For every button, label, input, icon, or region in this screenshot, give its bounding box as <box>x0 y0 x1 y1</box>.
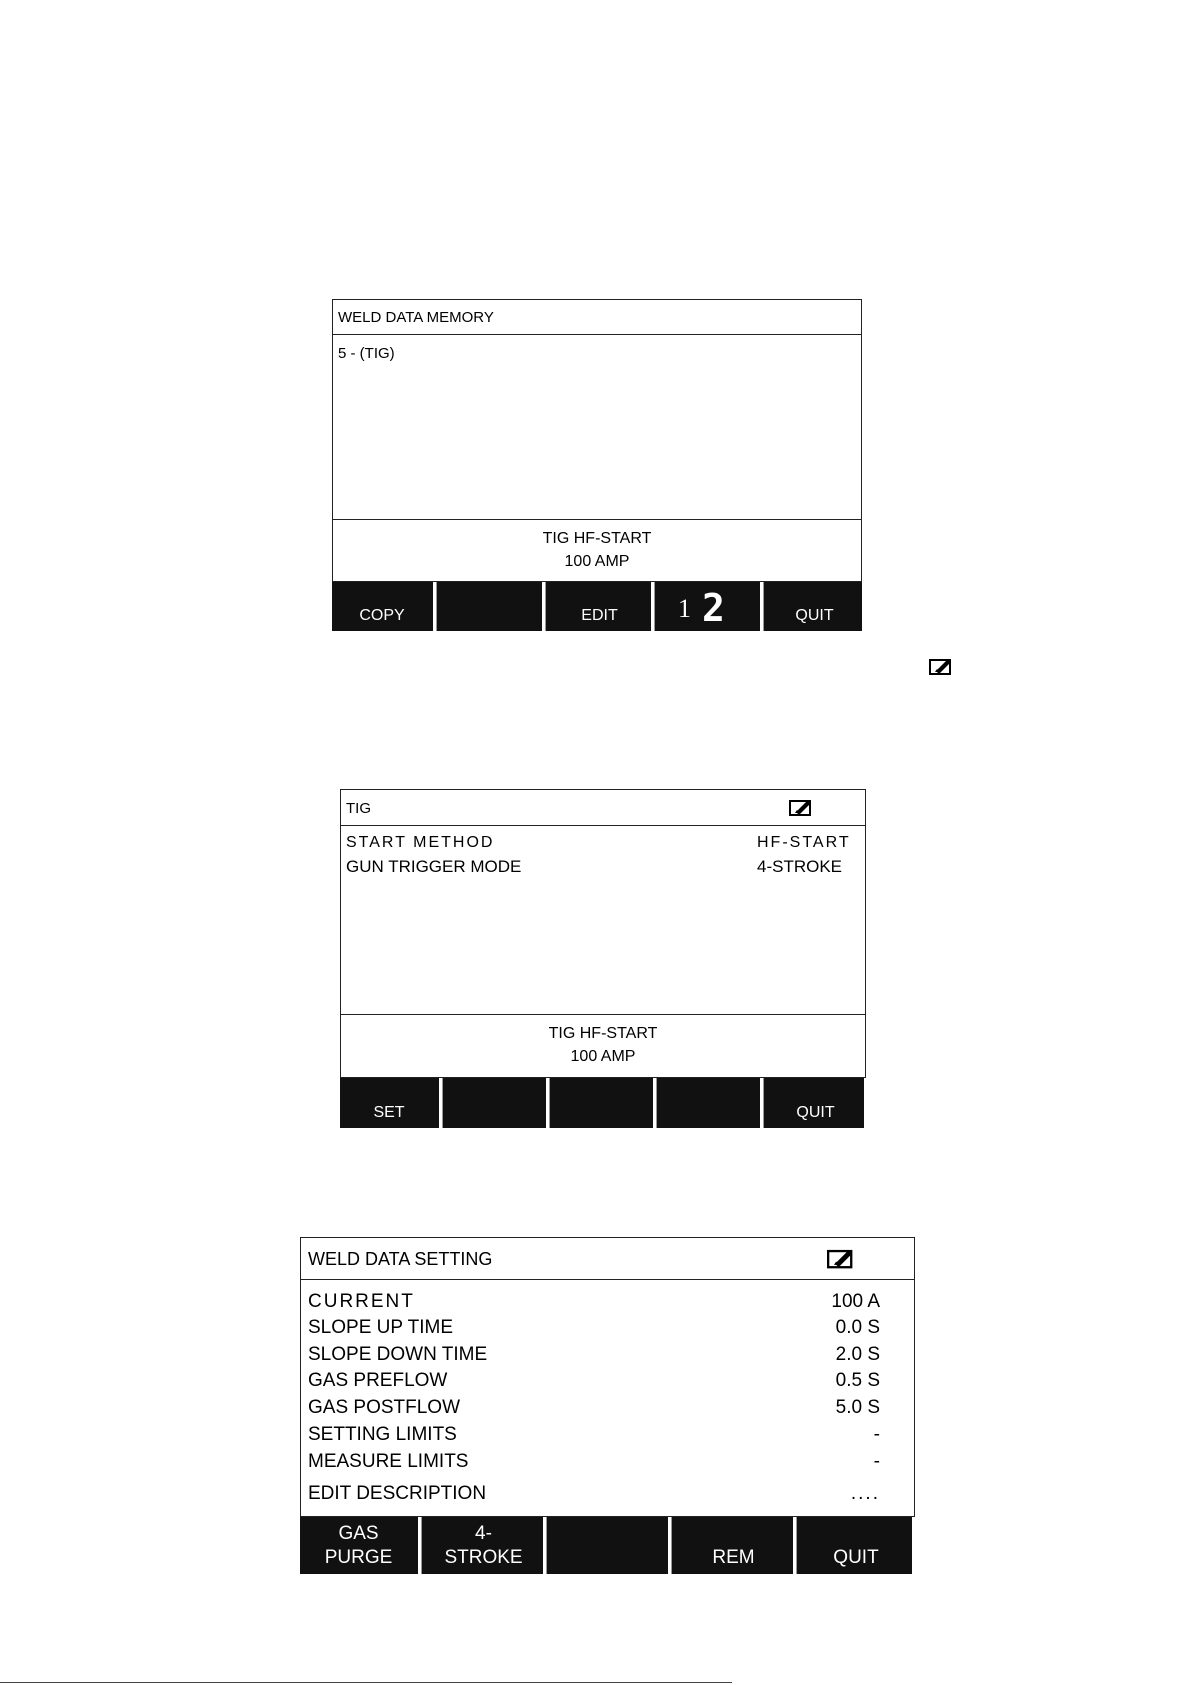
setting-value: - <box>873 1424 880 1445</box>
setting-label: CURRENT <box>308 1291 415 1312</box>
setting-label: MEASURE LIMITS <box>308 1451 469 1472</box>
softkey-bar <box>332 582 862 631</box>
setting-row-gas-preflow[interactable] <box>308 1370 914 1392</box>
screen-title: WELD DATA MEMORY <box>338 309 494 326</box>
page-number-1: 1 <box>678 594 691 623</box>
setting-value: 2.0 S <box>835 1344 880 1365</box>
setting-label: EDIT DESCRIPTION <box>308 1483 487 1504</box>
edit-icon <box>827 1246 857 1270</box>
edit-icon <box>929 656 955 676</box>
4-stroke-button[interactable]: 4- STROKE <box>425 1517 542 1574</box>
status-line-current: 100 AMP <box>570 1048 636 1065</box>
memory-entry[interactable]: 5 - (TIG) <box>338 345 395 362</box>
quit-button[interactable]: QUIT <box>767 582 862 631</box>
softkey-3[interactable] <box>550 1517 667 1574</box>
page-bottom-rule <box>0 1682 732 1683</box>
setting-row-measure-limits[interactable] <box>308 1451 914 1473</box>
copy-button[interactable]: COPY <box>332 582 432 631</box>
setting-value: 0.5 S <box>835 1370 880 1391</box>
rem-button[interactable]: REM <box>675 1517 792 1574</box>
setting-label: SETTING LIMITS <box>308 1424 457 1445</box>
setting-label: SLOPE UP TIME <box>308 1317 454 1338</box>
tig-settings-screen <box>340 789 866 1128</box>
setting-value: - <box>873 1451 880 1472</box>
setting-row-slope-up-time[interactable] <box>308 1317 914 1339</box>
edit-icon <box>789 797 815 817</box>
setting-label: START METHOD <box>346 834 495 851</box>
setting-row-gas-postflow[interactable] <box>308 1397 914 1419</box>
quit-button[interactable]: QUIT <box>800 1517 912 1574</box>
setting-row-gun-trigger-mode[interactable] <box>346 857 865 877</box>
status-line-current: 100 AMP <box>564 553 630 570</box>
page-selector-button[interactable] <box>658 582 759 631</box>
setting-value: 4-STROKE <box>757 857 843 876</box>
softkey-2[interactable] <box>440 582 541 631</box>
setting-value: 5.0 S <box>835 1397 880 1418</box>
setting-value: HF-START <box>757 834 851 851</box>
weld-data-memory-screen <box>332 299 862 631</box>
setting-label: GAS POSTFLOW <box>308 1397 461 1418</box>
setting-row-edit-description[interactable] <box>308 1483 914 1505</box>
setting-value: 0.0 S <box>835 1317 880 1338</box>
set-button[interactable]: SET <box>340 1078 438 1128</box>
status-line-process: TIG HF-START <box>548 1025 658 1042</box>
softkey-2[interactable] <box>446 1078 545 1128</box>
status-panel <box>341 1014 865 1077</box>
status-panel <box>333 519 861 581</box>
setting-value: 100 A <box>831 1291 880 1312</box>
setting-label: GAS PREFLOW <box>308 1370 448 1391</box>
setting-label: SLOPE DOWN TIME <box>308 1344 488 1365</box>
screen-title: WELD DATA SETTING <box>308 1249 493 1269</box>
setting-value: .... <box>850 1483 880 1504</box>
gas-purge-button[interactable]: GAS PURGE <box>300 1517 417 1574</box>
softkey-3[interactable] <box>553 1078 652 1128</box>
setting-row-current[interactable] <box>308 1291 914 1313</box>
setting-row-slope-down-time[interactable] <box>308 1344 914 1366</box>
edit-button[interactable]: EDIT <box>549 582 650 631</box>
quit-button[interactable]: QUIT <box>767 1078 864 1128</box>
softkey-bar <box>300 1517 912 1574</box>
status-line-process: TIG HF-START <box>542 530 652 547</box>
setting-label: GUN TRIGGER MODE <box>346 857 522 876</box>
setting-row-setting-limits[interactable] <box>308 1424 914 1446</box>
softkey-bar <box>340 1078 864 1128</box>
weld-data-setting-screen <box>300 1237 915 1574</box>
softkey-4[interactable] <box>660 1078 759 1128</box>
page-number-2: 2 <box>702 586 725 630</box>
setting-row-start-method[interactable] <box>346 834 865 852</box>
screen-title: TIG <box>346 800 371 817</box>
